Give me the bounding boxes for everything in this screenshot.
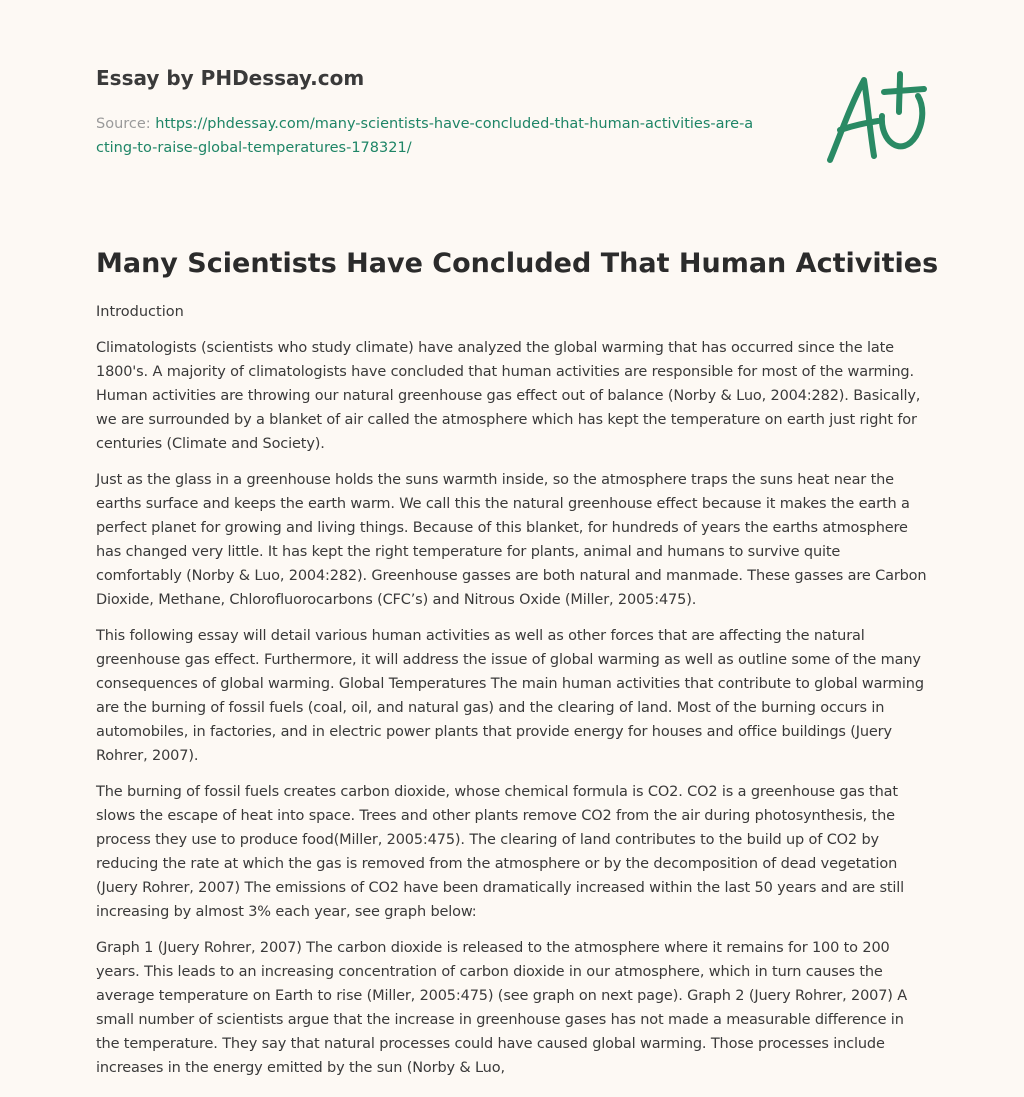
essay-title: Many Scientists Have Concluded That Human Activities xyxy=(96,248,939,279)
source-link[interactable]: https://phdessay.com/many-scientists-have-concluded-that-human-activities-are-acting-to-raise-global-temperatures-178321/ xyxy=(96,116,754,156)
body-paragraph: Climatologists (scientists who study climate) have analyzed the global warming that has occurred since the late 1800's. A majority of climatologists have concluded that human activities are responsible for most of the warming. Human activities are throwing our natural greenhouse gas effect out of balance (Norby & Luo, 2004:282). Basically, we are surrounded by a blanket of air called the atmosphere which has kept the temperature on earth just right for centuries (Climate and Society). xyxy=(96,340,921,452)
intro-heading: Introduction xyxy=(96,304,184,320)
source-line xyxy=(96,112,756,160)
body-paragraph: Graph 1 (Juery Rohrer, 2007) The carbon dioxide is released to the atmosphere where it remains for 100 to 200 years. This leads to an increasing concentration of carbon dioxide in our atmosphere, which in turn causes the average temperature on Earth to rise (Miller, 2005:475) (see graph on next page). Graph 2 (Juery Rohrer, 2007) A small number of scientists argue that the increase in greenhouse gases has not made a measurable difference in the temperature. They say that natural processes could have caused global warming. Those processes include increases in the energy emitted by the sun (Norby & Luo, xyxy=(96,940,908,1076)
body-paragraph: Just as the glass in a greenhouse holds the suns warmth inside, so the atmosphere traps the suns heat near the earths surface and keeps the earth warm. We call this the natural greenhouse effect because it makes the earth a perfect planet for growing and living things. Because of this blanket, for hundreds of years the earths atmosphere has changed very little. It has kept the right temperature for plants, animal and humans to survive quite comfortably (Norby & Luo, 2004:282). Greenhouse gasses are both natural and manmade. These gasses are Carbon Dioxide, Methane, Chlorofluorocarbons (CFC’s) and Nitrous Oxide (Miller, 2005:475). xyxy=(96,472,927,608)
source-label: Source: xyxy=(96,116,156,132)
brand-name: Essay by PHDessay.com xyxy=(96,66,365,90)
body-paragraph: This following essay will detail various human activities as well as other forces that are affecting the natural greenhouse gas effect. Furthermore, it will address the issue of global warming as well as outline some of the many consequences of global warming. Global Temperatures The main human activities that contribute to global warming are the burning of fossil fuels (coal, oil, and natural gas) and the clearing of land. Most of the burning occurs in automobiles, in factories, and in electric power plants that provide energy for houses and office buildings (Juery Rohrer, 2007). xyxy=(96,628,924,764)
body-paragraph: The burning of fossil fuels creates carbon dioxide, whose chemical formula is CO2. CO2 is a greenhouse gas that slows the escape of heat into space. Trees and other plants remove CO2 from the air during photosynthesis, the process they use to produce food(Miller, 2005:475). The clearing of land contributes to the build up of CO2 by reducing the rate at which the gas is removed from the atmosphere or by the decomposition of dead vegetation (Juery Rohrer, 2007) The emissions of CO2 have been dramatically increased within the last 50 years and are still increasing by almost 3% each year, see graph below: xyxy=(96,784,905,920)
a-plus-logo-icon xyxy=(820,66,930,166)
